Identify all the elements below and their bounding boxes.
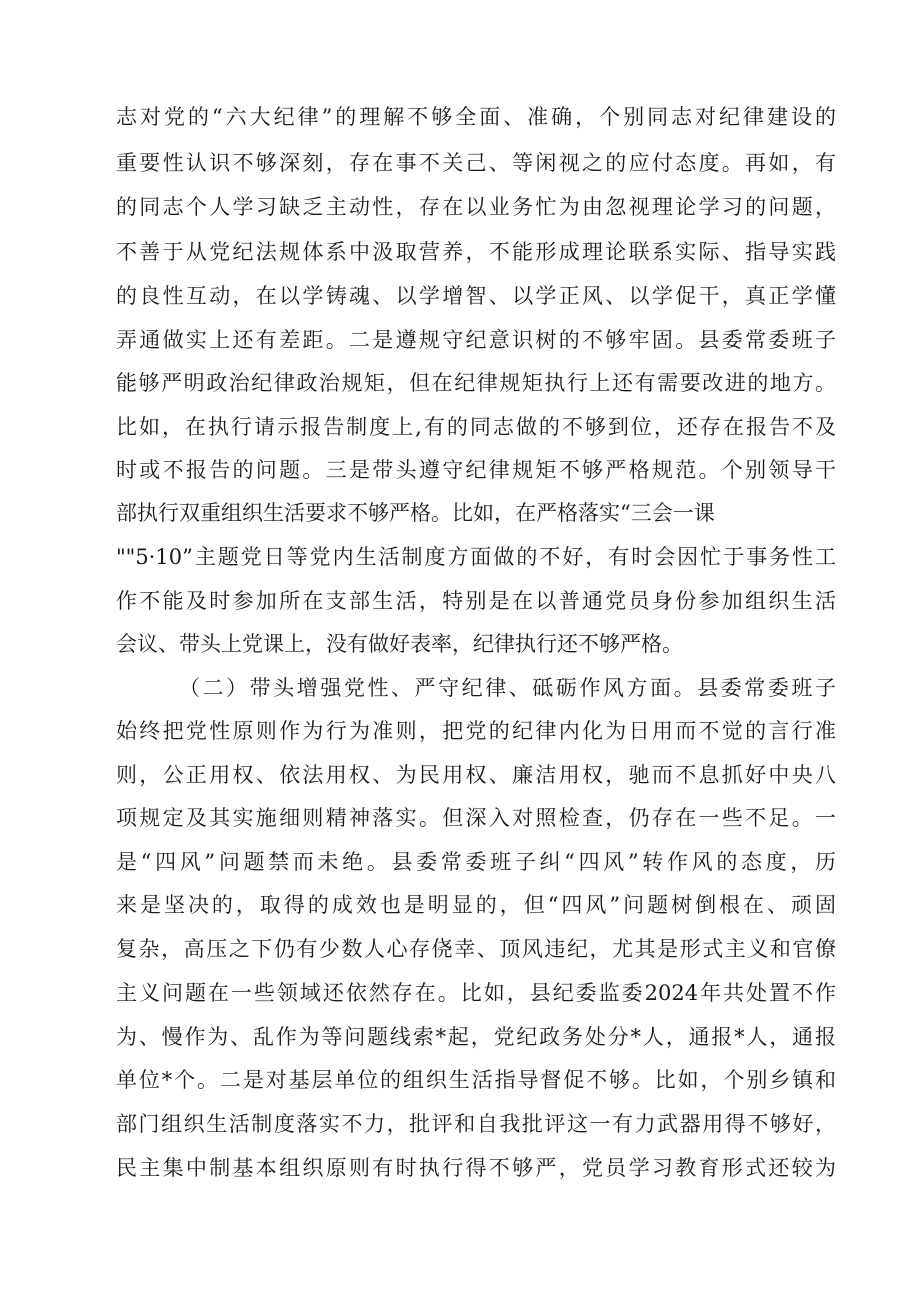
text-line: 主义问题在一些领域还依然存在。比如，县纪委监委2024年共处置不作 xyxy=(116,981,836,1005)
text-line: 单位*个。二是对基层单位的组织生活指导督促不够。比如，个别乡镇和 xyxy=(116,1068,836,1092)
text-line: 则，公正用权、依法用权、为民用权、廉洁用权，驰而不息抓好中央八 xyxy=(116,763,836,787)
text-line: 志对党的“六大纪律”的理解不够全面、准确，个别同志对纪律建设的 xyxy=(116,105,836,129)
text-line: 比如，在执行请示报告制度上,有的同志做的不够到位，还存在报告不及 xyxy=(116,415,836,439)
text-line: 始终把党性原则作为行为准则，把党的纪律内化为日用而不觉的言行准 xyxy=(116,719,836,743)
text-line: ""5·10”主题党日等党内生活制度方面做的不好，有时会因忙于事务性工 xyxy=(116,545,836,569)
text-line: 部门组织生活制度落实不力，批评和自我批评这一有力武器用得不够好， xyxy=(116,1112,836,1136)
text-line: 的同志个人学习缺乏主动性，存在以业务忙为由忽视理论学习的问题， xyxy=(116,195,836,219)
text-line: 部执行双重组织生活要求不够严格。比如，在严格落实“三会一课 xyxy=(116,501,715,525)
text-line: 重要性认识不够深刻，存在事不关己、等闲视之的应付态度。再如，有 xyxy=(116,151,836,175)
text-line: 民主集中制基本组织原则有时执行得不够严，党员学习教育形式还较为 xyxy=(116,1156,836,1180)
text-line: 会议、带头上党课上，没有做好表率，纪律执行还不够严格。 xyxy=(116,632,683,656)
paragraph-heading-line: （二）带头增强党性、严守纪律、砥砺作风方面。县委常委班子 xyxy=(179,676,836,700)
text-line: 不善于从党纪法规体系中汲取营养，不能形成理论联系实际、指导实践 xyxy=(116,240,836,264)
text-line: 弄通做实上还有差距。二是遵规守纪意识树的不够牢固。县委常委班子 xyxy=(116,328,836,352)
text-line: 的良性互动，在以学铸魂、以学增智、以学正风、以学促干，真正学懂 xyxy=(116,284,836,308)
text-line: 项规定及其实施细则精神落实。但深入对照检查，仍存在一些不足。一 xyxy=(116,806,836,830)
text-line: 为、慢作为、乱作为等问题线索*起，党纪政务处分*人，通报*人，通报 xyxy=(116,1025,836,1049)
text-line: 复杂，高压之下仍有少数人心存侥幸、顶风违纪，尤其是形式主义和官僚 xyxy=(116,937,836,961)
text-line: 来是坚决的，取得的成效也是明显的，但“四风”问题树倒根在、顽固 xyxy=(116,893,836,917)
text-line: 是“四风”问题禁而未绝。县委常委班子纠“四风”转作风的态度，历 xyxy=(116,850,836,874)
text-line: 能够严明政治纪律政治规矩，但在纪律规矩执行上还有需要改进的地方。 xyxy=(116,371,836,395)
text-line: 时或不报告的问题。三是带头遵守纪律规矩不够严格规范。个别领导干 xyxy=(116,458,836,482)
text-line: 作不能及时参加所在支部生活，特别是在以普通党员身份参加组织生活 xyxy=(116,589,836,613)
